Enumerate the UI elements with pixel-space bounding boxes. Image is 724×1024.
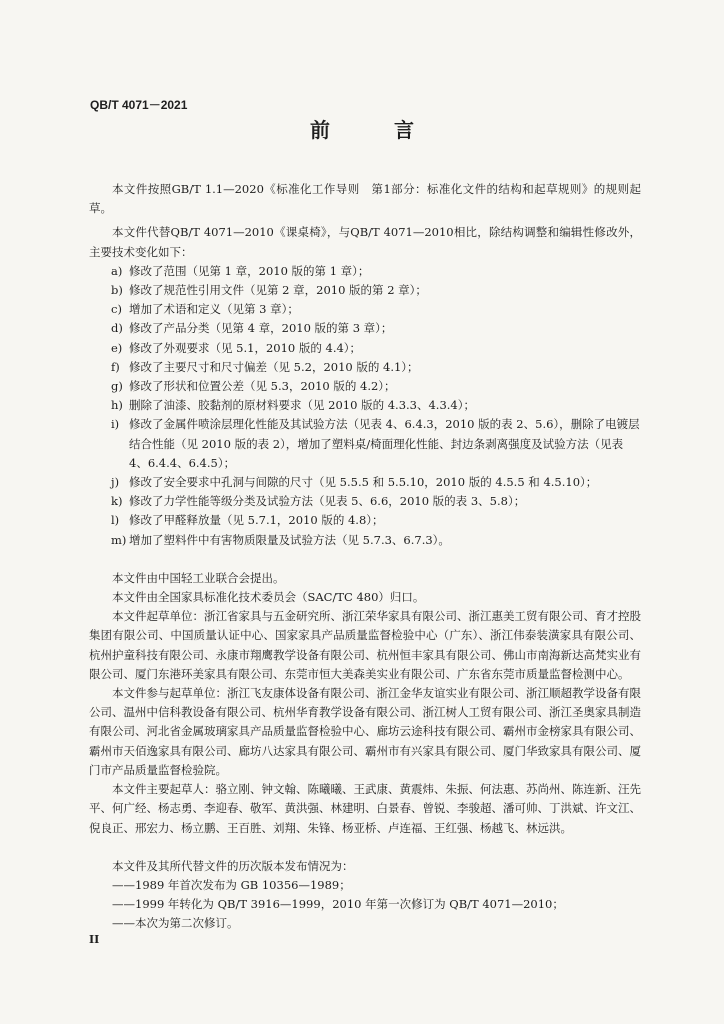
history-item: ——1999 年转化为 QB/T 3916—1999，2010 年第一次修订为 QB/T 4071—2010； [112,897,564,912]
history-item: ——本次为第二次修订。 [112,916,239,931]
proposed-by: 本文件由中国轻工业联合会提出。 [112,570,285,585]
page-number: II [89,933,100,946]
change-item [89,281,641,300]
history-item: ——1989 年首次发布为 GB 10356—1989； [112,877,351,892]
change-item-marker: b) [111,283,123,298]
change-item-text: 增加了术语和定义（见第 3 章）； [129,302,299,317]
page-title: 前 言 [310,118,436,142]
change-item [89,358,641,377]
change-item [89,300,641,319]
change-item [89,415,641,473]
change-item-marker: h) [111,398,123,413]
change-item [89,511,641,530]
change-item [89,473,641,492]
change-item [89,531,641,550]
change-item-text: 修改了范围（见第 1 章，2010 版的第 1 章）； [129,263,370,278]
change-item-text: 修改了形状和位置公差（见 5.3，2010 版的 4.2）； [129,379,396,394]
intro-paragraph-2: 本文件代替QB/T 4071—2010《课桌椅》，与QB/T 4071—2010相比，除结构调整和编辑性修改外，主要技术变化如下： [89,225,641,259]
change-item-text: 修改了金属件喷涂层理化性能及其试验方法（见表 4、6.4.3，2010 版的表 2、5.6），删除了电镀层结合性能（见 2010 版的表 2），增加了塑料桌/椅面理化性能、封边条剥离强度及试验方法（见表 4、6.4.4、6.4.5）； [129,417,640,470]
managed-by: 本文件由全国家具标准化技术委员会（SAC/TC 480）归口。 [112,590,425,605]
change-item-marker: e) [111,340,123,355]
main-drafters: 本文件主要起草人：骆立刚、钟文翰、陈曦曦、王武康、黄震炜、朱振、何法惠、苏尚州、陈连新、汪先平、何广经、杨志勇、李迎春、敬军、黄洪强、林建明、白景春、曾锐、李骏超、潘可帅、丁洪斌、许文江、倪良正、邢宏力、杨立鹏、王百胜、刘翔、朱锋、杨亚桥、卢连福、王红强、杨越飞、林远洪。 [89,782,641,835]
change-item [89,492,641,511]
change-item [89,319,641,338]
intro-paragraph-1: 本文件按照GB/T 1.1—2020《标准化工作导则 第1部分：标准化文件的结构和起草规则》的规则起草。 [89,182,641,216]
history-intro: 本文件及其所代替文件的历次版本发布情况为： [112,858,354,873]
change-item-text: 修改了外观要求（见 5.1，2010 版的 4.4）； [129,340,362,355]
change-item-text: 修改了产品分类（见第 4 章，2010 版的第 3 章）； [129,321,393,336]
change-item-marker: k) [111,494,123,509]
change-item-text: 修改了规范性引用文件（见第 2 章，2010 版的第 2 章）； [129,283,427,298]
change-item-marker: f) [111,359,120,374]
drafting-units: 本文件起草单位：浙江省家具与五金研究所、浙江荣华家具有限公司、浙江惠美工贸有限公司、育才控股集团有限公司、中国质量认证中心、国家家具产品质量监督检验中心（广东）、浙江伟泰装潢家具有限公司、杭州护童科技有限公司、永康市翔鹰教学设备有限公司、杭州恒丰家具有限公司、佛山市南海新达高梵实业有限公司、厦门东港环美家具有限公司、东莞市恒大美森美实业有限公司、广东省东莞市质量监督检测中心。 [89,609,641,681]
change-item-text: 修改了甲醛释放量（见 5.7.1，2010 版的 4.8）； [129,513,384,528]
change-item-marker: j) [111,475,120,490]
change-item-text: 修改了安全要求中孔洞与间隙的尺寸（见 5.5.5 和 5.5.10，2010 版的 4.5.5 和 4.5.10）； [129,475,598,490]
standard-code: QB/T 4071－2021 [90,98,188,112]
change-item [89,262,641,281]
change-item-text: 删除了油漆、胶黏剂的原材料要求（见 2010 版的 4.3.3、4.3.4）； [129,398,476,413]
participating-units: 本文件参与起草单位：浙江飞友康体设备有限公司、浙江金华友谊实业有限公司、浙江顺超教学设备有限公司、温州中信科教设备有限公司、杭州华育教学设备有限公司、浙江树人工贸有限公司、浙江圣奥家具制造有限公司、河北省金属玻璃家具产品质量监督检验中心、廊坊云途科技有限公司、霸州市金榜家具有限公司、霸州市天佰逸家具有限公司、廊坊八达家具有限公司、霸州市有兴家具有限公司、厦门华致家具有限公司、厦门市产品质量监督检验院。 [89,686,641,777]
foreword-body [89,180,641,934]
change-item-text: 修改了力学性能等级分类及试验方法（见表 5、6.6，2010 版的表 3、5.8）； [129,494,526,509]
change-item-marker: c) [111,302,122,317]
history-list [89,876,641,934]
change-item [89,396,641,415]
change-item-marker: g) [111,379,123,394]
change-item-marker: d) [111,321,123,336]
change-item-marker: l) [111,513,120,528]
change-item-marker: i) [111,417,120,432]
change-item-text: 修改了主要尺寸和尺寸偏差（见 5.2，2010 版的 4.1）； [129,359,419,374]
changes-list [89,262,641,550]
change-item-marker: m) [111,532,127,547]
change-item [89,339,641,358]
change-item [89,377,641,396]
change-item-marker: a) [111,263,123,278]
change-item-text: 增加了塑料件中有害物质限量及试验方法（见 5.7.3、6.7.3）。 [129,532,450,547]
